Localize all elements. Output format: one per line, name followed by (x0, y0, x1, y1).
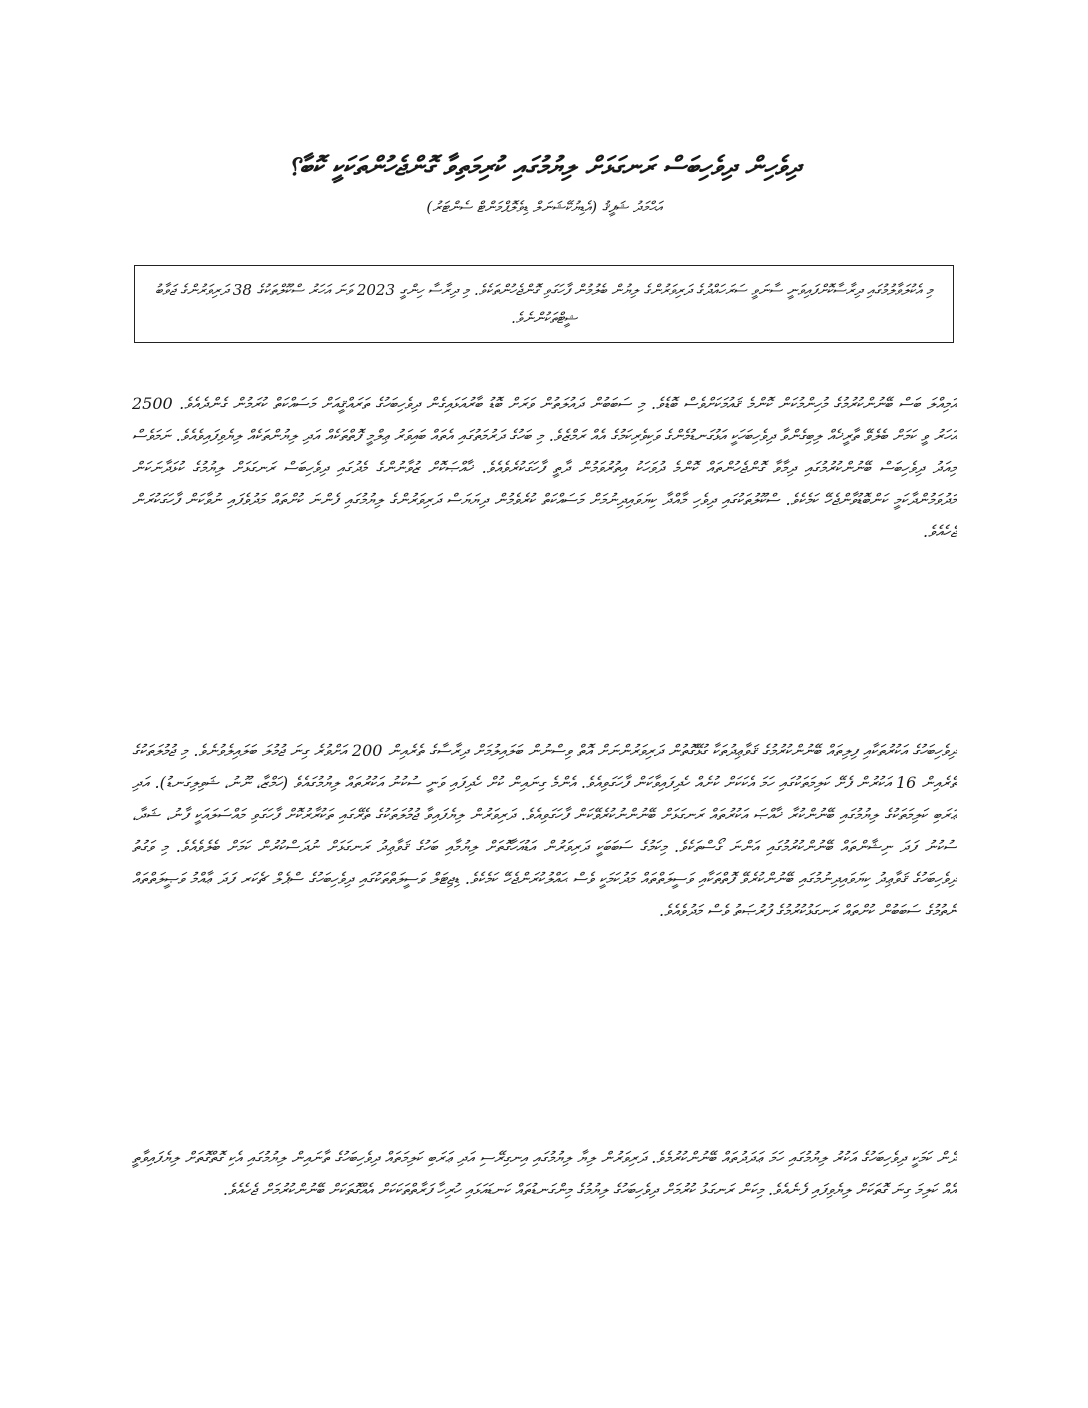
body-paragraph: ދިވެހިބަހުގެ އަކުރުތަކާއި ފިލިތައް ބޭނުންކުރުމުގެ ޤަވާޢިދުތަކާ ގުޅޭގޮތުން ދަރިވަރުންނަށް އޮތް ވިސްނުން ބަލައިލުމަށް ދިރާސާގެ ތެރެއިން 200 އަށްވުރެ ގިނަ ޖުމުލަ ބަލައިލެވުނެވެ. މި ޖުމުލަތަކުގެ ތެރެއިން 16 އަކުރުން ފެށޭ ކަލިމަތަކުގައި ހަމަ އެކަކަށް ކުށެއް ހެދިފައިވާކަން ފާހަގަވިއެވެ. އެންމެ ގިނައިން ކުށް ހެދިފައި ވަނީ ސުކުނު އަކުރުތައް ލިޔުމުގައެވެ (ހަމްޒާ، ނޫނު، ޝަވިލިގަނޑު). އަދި ޢަރަބި ކަލިމަތަކުގެ ލިޔުމުގައި ބޭނުންކުރާ ޚާއްޞަ އަކުރުތައް ރަނގަޅަށް ބޭނުންނުކުރެވޭކަން ފާހަގަވިއެވެ. ދަރިވަރުން ލިޔެފައިވާ ޖުމުލަތަކުގެ ތެރޭގައި ތަކުރާރުކޮށް ފާހަގަވި މައްސަލައަކީ ފާނު، ޝަދާ، ސުކުނު ފަދަ ނިޝާންތައް ބޭނުންކުރުމުގައި އަންނަ ގޯސްތަކެވެ. މިކަމުގެ ސަބަބަކީ ދަރިވަރުން އަޑުއަހާގޮތަށް ލިޔުމާއި ބަހުގެ ޤަވާޢިދު ރަނގަޅަށް ނުދަސްކުރުން ކަމަށް ބެލެވެއެވެ. މި ވަގުތު ދިވެހިބަހުގެ ޤަވާޢިދު ކިޔަވައިދިނުމުގައި ބޭނުންކުރެވޭ ފޮތްތަކާއި ވަސީލަތްތައް މަދުކަމަކީ ވެސް ޙައްލުކުރަންޖެހޭ ކަމެކެވެ. ޑިޖިޓަލް ވަސީލަތްތަކުގައި ދިވެހިބަހުގެ ސްޕެލް ޗެކަރ ފަދަ ޢާއްމު ވަޞީލަތްތައް ނެތުމުގެ ސަބަބުން ކުށްތައް ރަނގަޅުކުރުމުގެ ފުރުޞަތު ވެސް މަދުވެއެވެ. (132, 741, 957, 920)
body-paragraph: އަމިއްލަ ބަސް ބޭނުންކުރުމުގެ މުހިންމުކަން ކޮންމެ ޤައުމަކަށްވެސް ބޮޑެވެ. މި ސަބަބުން ދައުލަތުން ވަރަށް ބޮޑު ބާރުއަޅައިގެން ދިވެހިބަހުގެ ތަރައްޤީއަށް މަސައްކަތް ކުރަމުން ގެންދެއެވެ. 2500 އަހަރު ވީ ކަމަށް ބެލެވޭ ތާރީޚެއް ލިބިގެންވާ ދިވެހިބަހަކީ އަޅުގަނޑުމެންގެ ވަކިވެރިކަމުގެ އެއް ރަމްޒެވެ. މި ބަހުގެ ދަރުމަތުގައި އެތައް ބައިވަރު ޢިލްމީ ފޮތްތަކެއް އަދި ލިޔުންތަކެއް ލިޔެވިފައިވެއެވެ. ނަމަވެސް މިއަދު ދިވެހިބަސް ބޭނުންކުރުމުގައި ދިމާވާ ގޮންޖެހުންތައް ކޮންމެ ދުވަހަކު އިތުރުވަމުން ދާތީ ފާހަގަކުރެވެއެވެ. ޚާއްޞަކޮށް ޒުވާނުންގެ މެދުގައި ދިވެހިބަސް ރަނގަޅަށް ލިޔުމުގެ ކުޅަދާނަކަން މަދުވަމުންދާކަމީ ކަންބޮޑުވާންޖެހޭ ކަމެކެވެ. ސްކޫލުތަކުގައި ދިވެހި މާއްދާ ކިޔަވައިދިނުމަށް މަސައްކަތް ކުރެވެމުން ދިޔަޔަސް ދަރިވަރުންގެ ލިޔުމުގައި ފެންނަ ކުށްތައް މަދުވެފައި ނުވާކަން ފާހަގަކުރަން ޖެހެއެވެ. (132, 394, 957, 541)
body-paragraph: ދެން ކަމަކީ ދިވެހިބަހުގެ އަކުރު ލިޔުމުގައި ހަމަ ޢަދަދުތައް ބޭނުންކުރުމެވެ. ދަރިވަރުން ލިޔާ ލިޔުމުގައި އިނގިރޭސި އަދި ޢަރަބި ކަލިމަތައް ދިވެހިބަހުގެ ތާނައިން ލިޔުމުގައި އެކި ގޮތްގޮތަށް ލިޔެފައިވާތީ އެއް ކަލިމަ ގިނަ ގޮތަކަށް ލިޔެވިފައި ފެނެއެވެ. މިކަން ރަނގަޅު ކުރުމަށް ދިވެހިބަހުގެ ލިޔުމުގެ މިންގަނޑުތައް ކަނޑައަޅައި ހުރިހާ ފަރާތްތަކަކަށް އެއްގޮތަކަށް ބޭނުންކުރުމަށް ޖެހެއެވެ. (132, 1148, 957, 1199)
document-title: ދިވެހިން ދިވެހިބަސް ރަނގަޅަށް ލިޔުމުގައި ކުރިމަތިވާ ގޮންޖެހުންތަކަކީ ކޮބާ؟ (287, 152, 801, 182)
author-byline: އަޙްމަދު ޝަފީޤު (އެޑިޔުކޭޝަނަލް ޑިވެލޮޕްމަންޓް ސެންޓަރު) (426, 198, 662, 216)
abstract-box (134, 265, 954, 343)
abstract-text: މި އެކުލަވާލުމުގައި ދިރާސާކޮށްފައިވަނީ ސާނަވީ ސަރަހައްދުގެ ދަރިވަރުންގެ ލިޔުން ބެލުމުން ފާހަގަވި ގޮންޖެހުންތަކެވެ. މި ދިރާސާ ހިންގީ 2023 ވަނަ އަހަރު ސްކޫލްތަކުގެ 38 ދަރިވަރުންގެ ޖަވާބު ޝީޓްތަކުންނެވެ. (155, 281, 933, 327)
